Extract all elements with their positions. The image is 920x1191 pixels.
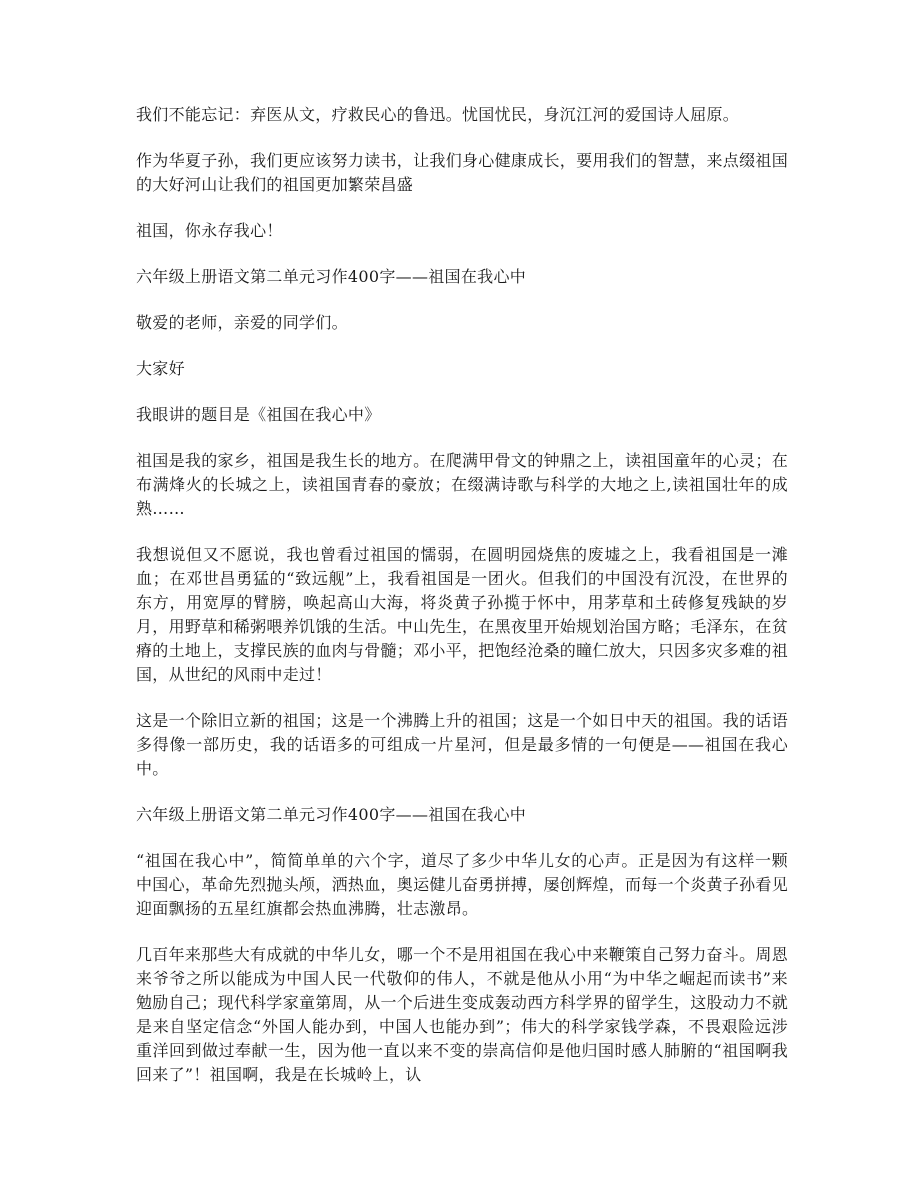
paragraph-chinese-heart: “祖国在我心中”，简简单单的六个字，道尽了多少中华儿女的心声。正是因为有这样一颗中国心，革命先烈抛头颅，洒热血，奥运健儿奋勇拼搏，屡创辉煌，而每一个炎黄子孙看见迎面飘扬的五星红旗都会热血沸腾，壮志激昂。 (136, 851, 789, 918)
paragraph-great-figures: 几百年来那些大有成就的中华儿女，哪一个不是用祖国在我心中来鞭策自己努力奋斗。周恩来爷爷之所以能成为中国人民一代敬仰的伟人，不就是他从小用“为中华之崛起而读书”来勉励自己；现代科学家童第周，从一个后进生变成轰动西方科学界的留学生，这股动力不就是来自坚定信念“外国人能办到，中国人也能办到”；伟大的科学家钱学森，不畏艰险远涉重洋回到做过奉献一生，因为他一直以来不变的崇高信仰是他归国时感人肺腑的“祖国啊我回来了”！祖国啊，我是在长城岭上，认 (136, 945, 789, 1084)
paragraph-new-era: 这是一个除旧立新的祖国；这是一个沸腾上升的祖国；这是一个如日中天的祖国。我的话语多得像一部历史，我的话语多的可组成一片星河，但是最多情的一句便是——祖国在我心中。 (136, 711, 789, 778)
essay-heading-2: 六年级上册语文第二单元习作400字——祖国在我心中 (136, 805, 527, 824)
paragraph-hello: 大家好 (136, 359, 185, 378)
document-page (136, 103, 788, 1087)
paragraph-study-hard: 作为华夏子孙，我们更应该努力读书，让我们身心健康成长，要用我们的智慧，来点缀祖国的大好河山让我们的祖国更加繁荣昌盛 (136, 151, 789, 194)
paragraph-history: 我想说但又不愿说，我也曾看过祖国的懦弱，在圆明园烧焦的废墟之上，我看祖国是一滩血；在邓世昌勇猛的“致远舰”上，我看祖国是一团火。但我们的中国没有沉没，在世界的东方，用宽厚的臂膀，唤起高山大海，将炎黄子孙揽于怀中，用茅草和土砖修复残缺的岁月，用野草和稀粥喂养饥饿的生活。中山先生，在黑夜里开始规划治国方略；毛泽东，在贫瘠的土地上，支撑民族的血肉与骨髓；邓小平，把饱经沧桑的瞳仁放大，只因多灾多难的祖国，从世纪的风雨中走过！ (136, 545, 789, 684)
paragraph-lu-xun-qu-yuan: 我们不能忘记：弃医从文，疗救民心的鲁迅。忧国忧民，身沉江河的爱国诗人屈原。 (136, 105, 740, 124)
essay-heading: 六年级上册语文第二单元习作400字——祖国在我心中 (136, 267, 527, 286)
paragraph-motherland-forever: 祖国，你永存我心！ (136, 221, 283, 240)
paragraph-topic: 我眼讲的题目是《祖国在我心中》 (136, 405, 381, 424)
paragraph-hometown: 祖国是我的家乡，祖国是我生长的地方。在爬满甲骨文的钟鼎之上，读祖国童年的心灵；在布满烽火的长城之上，读祖国青春的豪放；在缀满诗歌与科学的大地之上,读祖国壮年的成熟…… (136, 451, 789, 518)
paragraph-greeting: 敬爱的老师，亲爱的同学们。 (136, 313, 348, 332)
